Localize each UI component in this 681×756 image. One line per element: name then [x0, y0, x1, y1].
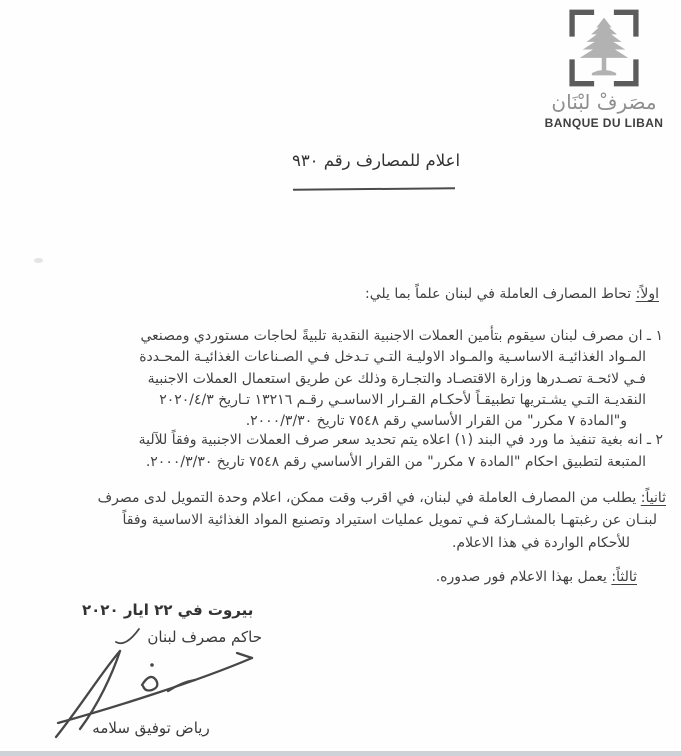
- item-1-line: فـي لائحـة تصـدرها وزارة الاقتصـاد والتجـارة وذلك عن طريق استعمال العملات الاجنبية: [147, 370, 646, 387]
- clause-second-line: [98, 487, 666, 509]
- bank-name-arabic: مصَرفْ لبْنَان: [551, 90, 657, 114]
- bdl-logo: [533, 8, 675, 130]
- clause-second-line: لبنـان عن رغبتهـا بالمشـاركة فـي تمويل عمليات استيراد وتصنيع المواد الغذائية الاساسية وفقاً: [122, 512, 657, 529]
- item-1-line: المـواد الغذائيـة الاساسـية والمـواد الاوليـة التـي تـدخل فـي الصـناعات الغذائيـة المحـددة: [139, 349, 646, 366]
- bank-name-latin: BANQUE DU LIBAN: [544, 116, 664, 130]
- clause-second: [98, 487, 666, 554]
- item-1-line: النقديـة التـي يشـتريها تطبيقـاً لأحكـام القـرار الاساسـي رقـم ١٣٢١٦ تـاريخ ٢٠٢٠/٤/٣: [159, 391, 646, 408]
- clause-second-label: ثانياً:: [640, 490, 666, 506]
- signer-title: حاكم مصرف لبنان: [147, 628, 262, 646]
- clause-first-text: تحاط المصارف العاملة في لبنان علماً بما يلي:: [365, 286, 636, 302]
- place-date: بيروت في ٢٢ ايار ٢٠٢٠: [82, 601, 254, 619]
- circular-title: اعلام للمصارف رقم ٩٣٠: [291, 151, 461, 170]
- item-2-line: ٢ ـ انه بغية تنفيذ ما ورد في البند (١) اعلاه يتم تحديد سعر صرف العملات الاجنبية وفقاً للآلية: [138, 432, 663, 448]
- item-2-line: المتبعة لتطبيق احكام "المادة ٧ مكرر" من القرار الأساسي رقم ٧٥٤٨ تاريخ ٢٠٠٠/٣/٣٠.: [145, 454, 646, 470]
- item-1-paragraph: [139, 326, 663, 432]
- item-1-line: و"المادة ٧ مكرر" من القرار الأساسي رقم ٧٥٤٨ تاريخ ٢٠٠٠/٣/٣٠.: [245, 413, 627, 430]
- scan-bottom-edge: [0, 751, 681, 756]
- clause-third-text: يعمل بهذا الاعلام فور صدوره.: [435, 569, 612, 585]
- cedar-emblem-icon: [566, 8, 642, 88]
- clause-third-label: ثالثاً:: [611, 569, 637, 585]
- clause-first: [365, 286, 659, 302]
- scan-smudge: [34, 258, 43, 263]
- clause-first-label: اولاً:: [635, 286, 659, 302]
- cedar-tree-icon: [580, 18, 629, 76]
- title-underline: [293, 187, 455, 190]
- item-1-line: ١ ـ ان مصرف لبنان سيقوم بتأمين العملات الاجنبية النقدية تلبيةً لحاجات مستوردي ومصنعي: [140, 328, 663, 344]
- clause-second-text: يطلب من المصارف العاملة في لبنان، في اقرب وقت ممكن، اعلام وحدة التمويل لدى مصرف: [97, 490, 641, 506]
- item-2-paragraph: [139, 429, 663, 473]
- signer-name: رياض توفيق سلامه: [92, 719, 210, 737]
- clause-second-line: للأحكام الواردة في هذا الاعلام.: [451, 534, 630, 551]
- clause-third: [436, 569, 637, 585]
